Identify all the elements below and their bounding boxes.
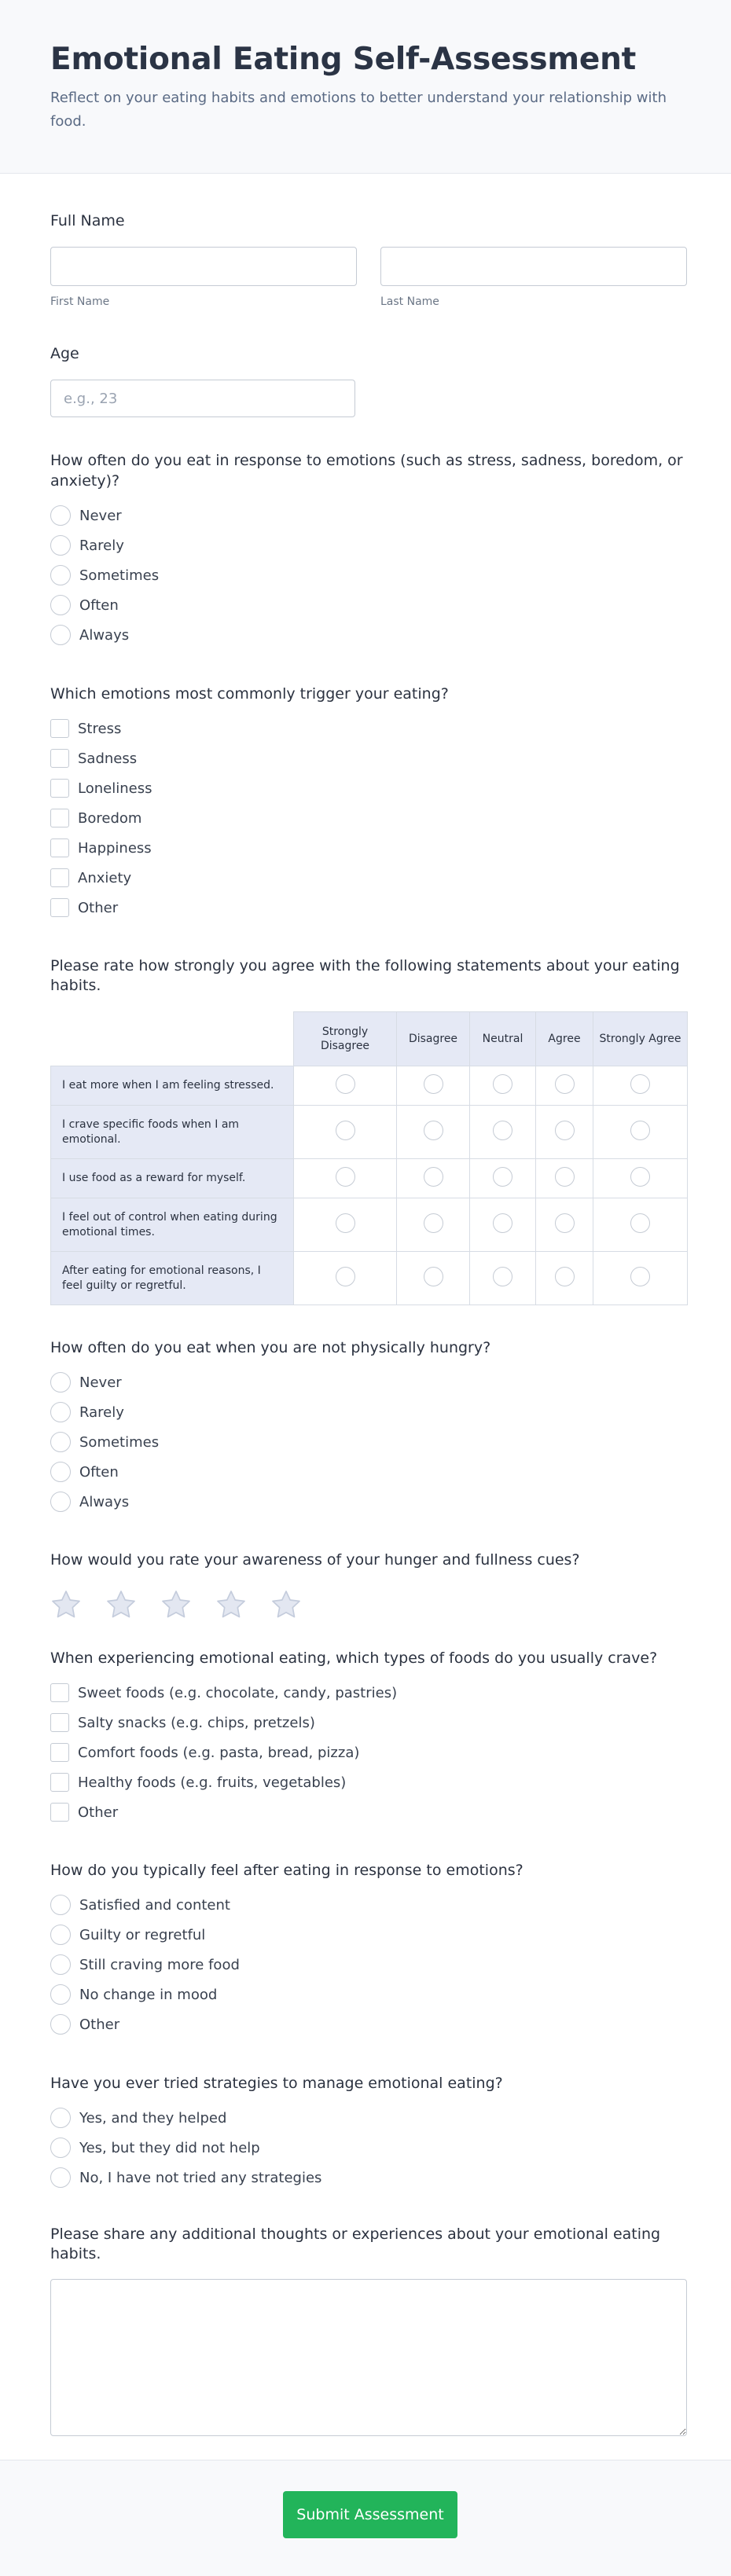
option-item[interactable] xyxy=(50,560,687,590)
option-item[interactable] xyxy=(50,620,687,650)
matrix-radio-button[interactable] xyxy=(336,1074,355,1094)
radio-button[interactable] xyxy=(50,625,71,645)
options-feel-after xyxy=(50,1890,687,2039)
matrix-radio-button[interactable] xyxy=(493,1213,512,1233)
option-label: Often xyxy=(79,596,119,614)
option-label: Healthy foods (e.g. fruits, vegetables) xyxy=(78,1774,347,1791)
star-rating xyxy=(50,1589,687,1620)
matrix-radio-button[interactable] xyxy=(336,1167,355,1187)
radio-button[interactable] xyxy=(50,1895,71,1915)
option-label: No, I have not tried any strategies xyxy=(79,2169,322,2186)
radio-button[interactable] xyxy=(50,2014,71,2035)
checkbox[interactable] xyxy=(50,868,69,887)
matrix-radio-button[interactable] xyxy=(336,1267,355,1286)
radio-button[interactable] xyxy=(50,2167,71,2188)
question-additional-thoughts xyxy=(50,2225,687,2439)
matrix-column-header: Disagree xyxy=(397,1012,470,1066)
checkbox[interactable] xyxy=(50,1743,69,1762)
star-icon[interactable] xyxy=(160,1589,192,1620)
option-item[interactable] xyxy=(50,773,687,803)
star-icon[interactable] xyxy=(105,1589,137,1620)
option-label: Other xyxy=(79,2016,120,2033)
matrix-column-header: Neutral xyxy=(470,1012,536,1066)
checkbox[interactable] xyxy=(50,1773,69,1792)
option-label: Stress xyxy=(78,720,122,737)
option-item[interactable] xyxy=(50,1397,687,1427)
option-label: Still craving more food xyxy=(79,1956,240,1973)
age-input[interactable]: e.g., 23 xyxy=(50,380,355,417)
matrix-row xyxy=(51,1106,688,1159)
matrix-cell xyxy=(470,1066,536,1106)
matrix-radio-button[interactable] xyxy=(424,1121,443,1140)
radio-button[interactable] xyxy=(50,2108,71,2128)
option-item[interactable] xyxy=(50,2163,687,2193)
matrix-radio-button[interactable] xyxy=(630,1267,650,1286)
question-emotion-triggers xyxy=(50,684,687,923)
matrix-row-label: After eating for emotional reasons, I feel guilty or regretful. xyxy=(51,1252,294,1305)
page-subtitle: Reflect on your eating habits and emotions to better understand your relationship with food. xyxy=(50,90,667,130)
option-label: Never xyxy=(79,1374,122,1391)
matrix-row xyxy=(51,1198,688,1252)
matrix-row-label: I use food as a reward for myself. xyxy=(51,1159,294,1198)
option-item[interactable] xyxy=(50,1890,687,1920)
option-item[interactable] xyxy=(50,863,687,893)
option-label: Yes, and they helped xyxy=(79,2109,227,2126)
checkbox[interactable] xyxy=(50,779,69,798)
matrix-radio-button[interactable] xyxy=(630,1167,650,1187)
option-item[interactable] xyxy=(50,530,687,560)
first-name-label: First Name xyxy=(50,295,110,308)
question-label: Please share any additional thoughts or experiences about your emotional eating habits. xyxy=(50,2226,661,2262)
matrix-cell xyxy=(470,1159,536,1198)
radio-button[interactable] xyxy=(50,595,71,615)
option-item[interactable] xyxy=(50,1920,687,1950)
thoughts-textarea[interactable] xyxy=(50,2279,687,2436)
radio-button[interactable] xyxy=(50,565,71,585)
matrix-cell xyxy=(397,1106,470,1159)
checkbox[interactable] xyxy=(50,809,69,827)
radio-button[interactable] xyxy=(50,1984,71,2005)
matrix-cell xyxy=(397,1198,470,1252)
options-food-cravings xyxy=(50,1678,687,1827)
matrix-radio-button[interactable] xyxy=(493,1267,512,1286)
matrix-cell xyxy=(294,1198,397,1252)
option-label: Boredom xyxy=(78,809,142,827)
matrix-corner xyxy=(51,1012,294,1066)
matrix-cell xyxy=(536,1066,593,1106)
option-item[interactable] xyxy=(50,1767,687,1797)
matrix-cell xyxy=(593,1252,688,1305)
matrix-radio-button[interactable] xyxy=(424,1213,443,1233)
star-icon[interactable] xyxy=(50,1589,82,1620)
matrix-cell xyxy=(397,1159,470,1198)
radio-button[interactable] xyxy=(50,1432,71,1452)
matrix-cell xyxy=(536,1106,593,1159)
question-statements-matrix xyxy=(50,956,687,1305)
option-label: Satisfied and content xyxy=(79,1896,230,1914)
matrix-cell xyxy=(294,1066,397,1106)
options-not-hungry xyxy=(50,1367,687,1517)
option-label: Happiness xyxy=(78,839,152,857)
matrix-column-header: Strongly Agree xyxy=(593,1012,688,1066)
question-not-hungry xyxy=(50,1338,687,1517)
matrix-cell xyxy=(470,1252,536,1305)
option-item[interactable] xyxy=(50,590,687,620)
matrix-column-header: Strongly Disagree xyxy=(294,1012,397,1066)
checkbox[interactable] xyxy=(50,1803,69,1822)
first-name-input[interactable] xyxy=(50,247,357,286)
last-name-input[interactable] xyxy=(380,247,687,286)
question-food-cravings xyxy=(50,1648,687,1827)
matrix-radio-button[interactable] xyxy=(424,1167,443,1187)
matrix-radio-button[interactable] xyxy=(630,1121,650,1140)
matrix-radio-button[interactable] xyxy=(424,1074,443,1094)
checkbox[interactable] xyxy=(50,838,69,857)
question-label: How often do you eat in response to emotions (such as stress, sadness, boredom, or anxiety)? xyxy=(50,452,683,490)
options-strategies xyxy=(50,2103,687,2193)
options-emotional-frequency xyxy=(50,501,687,650)
matrix-radio-button[interactable] xyxy=(555,1121,575,1140)
matrix-cell xyxy=(593,1106,688,1159)
option-label: Sweet foods (e.g. chocolate, candy, pastries) xyxy=(78,1684,398,1701)
full-name-field xyxy=(50,211,687,308)
question-label: Which emotions most commonly trigger your eating? xyxy=(50,685,449,703)
question-label: Please rate how strongly you agree with the following statements about your eating habits. xyxy=(50,957,680,994)
matrix-radio-button[interactable] xyxy=(555,1267,575,1286)
matrix-cell xyxy=(294,1159,397,1198)
matrix-radio-button[interactable] xyxy=(493,1074,512,1094)
option-item[interactable] xyxy=(50,2009,687,2039)
question-label: How do you typically feel after eating in response to emotions? xyxy=(50,1862,523,1879)
matrix-cell xyxy=(470,1106,536,1159)
option-label: Sometimes xyxy=(79,567,160,584)
matrix-radio-button[interactable] xyxy=(555,1074,575,1094)
last-name-label: Last Name xyxy=(380,295,439,308)
radio-button[interactable] xyxy=(50,535,71,556)
matrix-column-header: Agree xyxy=(536,1012,593,1066)
checkbox[interactable] xyxy=(50,749,69,768)
matrix-cell xyxy=(536,1159,593,1198)
matrix-cell xyxy=(294,1252,397,1305)
question-label: When experiencing emotional eating, which types of foods do you usually crave? xyxy=(50,1649,658,1667)
option-item[interactable] xyxy=(50,1457,687,1487)
option-label: Never xyxy=(79,507,122,524)
radio-button[interactable] xyxy=(50,1372,71,1393)
question-label: How often do you eat when you are not physically hungry? xyxy=(50,1339,491,1356)
option-label: Always xyxy=(79,1493,130,1510)
checkbox[interactable] xyxy=(50,898,69,917)
option-item[interactable] xyxy=(50,803,687,833)
full-name-label: Full Name xyxy=(50,212,125,229)
matrix-cell xyxy=(593,1159,688,1198)
option-item[interactable] xyxy=(50,1427,687,1457)
matrix-cell xyxy=(397,1252,470,1305)
question-awareness-rating xyxy=(50,1550,687,1620)
submit-button[interactable]: Submit Assessment xyxy=(283,2491,457,2538)
matrix-radio-button[interactable] xyxy=(630,1074,650,1094)
option-item[interactable] xyxy=(50,1708,687,1738)
matrix-cell xyxy=(593,1198,688,1252)
option-item[interactable] xyxy=(50,1678,687,1708)
page-title: Emotional Eating Self-Assessment xyxy=(50,42,637,77)
matrix-radio-button[interactable] xyxy=(493,1167,512,1187)
question-label: How would you rate your awareness of your hunger and fullness cues? xyxy=(50,1551,580,1569)
option-label: Comfort foods (e.g. pasta, bread, pizza) xyxy=(78,1744,360,1761)
question-label: Have you ever tried strategies to manage emotional eating? xyxy=(50,2075,503,2092)
option-label: Anxiety xyxy=(78,869,132,886)
option-item[interactable] xyxy=(50,1487,687,1517)
checkbox[interactable] xyxy=(50,719,69,738)
form-header xyxy=(0,0,731,174)
form-footer xyxy=(0,2460,731,2576)
option-item[interactable] xyxy=(50,1980,687,2009)
option-item[interactable] xyxy=(50,743,687,773)
option-item[interactable] xyxy=(50,714,687,743)
radio-button[interactable] xyxy=(50,2137,71,2158)
matrix-row xyxy=(51,1066,688,1106)
option-label: Always xyxy=(79,626,130,644)
question-emotional-frequency xyxy=(50,450,687,650)
matrix-cell xyxy=(536,1252,593,1305)
agreement-matrix xyxy=(50,1011,688,1305)
radio-button[interactable] xyxy=(50,1462,71,1482)
star-icon[interactable] xyxy=(270,1589,302,1620)
matrix-radio-button[interactable] xyxy=(493,1121,512,1140)
checkbox[interactable] xyxy=(50,1713,69,1732)
option-label: Yes, but they did not help xyxy=(79,2139,260,2156)
option-item[interactable] xyxy=(50,501,687,530)
matrix-cell xyxy=(536,1198,593,1252)
matrix-radio-button[interactable] xyxy=(336,1213,355,1233)
option-label: Other xyxy=(78,899,119,916)
radio-button[interactable] xyxy=(50,1925,71,1945)
checkbox[interactable] xyxy=(50,1683,69,1702)
option-label: Loneliness xyxy=(78,780,152,797)
question-strategies xyxy=(50,2073,687,2193)
option-label: Salty snacks (e.g. chips, pretzels) xyxy=(78,1714,315,1731)
radio-button[interactable] xyxy=(50,505,71,526)
star-icon[interactable] xyxy=(215,1589,247,1620)
radio-button[interactable] xyxy=(50,1954,71,1975)
matrix-row-label: I feel out of control when eating during emotional times. xyxy=(51,1198,294,1252)
option-label: Guilty or regretful xyxy=(79,1926,206,1943)
age-label: Age xyxy=(50,345,79,362)
age-field xyxy=(50,343,687,417)
matrix-cell xyxy=(294,1106,397,1159)
option-label: Often xyxy=(79,1463,119,1481)
matrix-row-label: I eat more when I am feeling stressed. xyxy=(51,1066,294,1106)
options-emotion-triggers xyxy=(50,714,687,923)
option-item[interactable] xyxy=(50,2103,687,2133)
matrix-row xyxy=(51,1252,688,1305)
option-label: Sometimes xyxy=(79,1433,160,1451)
question-feel-after xyxy=(50,1860,687,2039)
option-item[interactable] xyxy=(50,2133,687,2163)
option-item[interactable] xyxy=(50,833,687,863)
option-label: Other xyxy=(78,1804,119,1821)
option-item[interactable] xyxy=(50,1367,687,1397)
option-item[interactable] xyxy=(50,893,687,923)
matrix-radio-button[interactable] xyxy=(555,1213,575,1233)
matrix-cell xyxy=(397,1066,470,1106)
option-item[interactable] xyxy=(50,1950,687,1980)
matrix-radio-button[interactable] xyxy=(555,1167,575,1187)
option-label: Sadness xyxy=(78,750,138,767)
matrix-radio-button[interactable] xyxy=(336,1121,355,1140)
option-item[interactable] xyxy=(50,1738,687,1767)
matrix-row-label: I crave specific foods when I am emotional. xyxy=(51,1106,294,1159)
radio-button[interactable] xyxy=(50,1402,71,1422)
radio-button[interactable] xyxy=(50,1492,71,1512)
matrix-radio-button[interactable] xyxy=(630,1213,650,1233)
option-label: No change in mood xyxy=(79,1986,218,2003)
matrix-row xyxy=(51,1159,688,1198)
matrix-cell xyxy=(470,1198,536,1252)
option-label: Rarely xyxy=(79,1404,124,1421)
matrix-cell xyxy=(593,1066,688,1106)
option-item[interactable] xyxy=(50,1797,687,1827)
option-label: Rarely xyxy=(79,537,124,554)
matrix-radio-button[interactable] xyxy=(424,1267,443,1286)
